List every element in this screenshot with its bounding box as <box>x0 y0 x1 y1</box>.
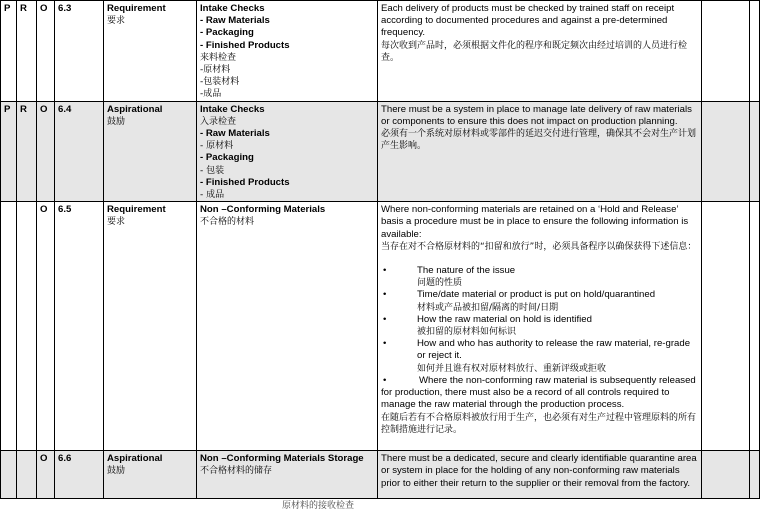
clause-number: 6.6 <box>55 451 104 499</box>
description-en: Where non-conforming materials are retained on a ‘Hold and Release’ basis a procedure must be in place to ensure the following information is available: <box>381 204 689 240</box>
title-cn: 不合格的材料 <box>200 217 255 228</box>
title-cn: 不合格材料的储存 <box>200 466 273 477</box>
clause-number: 6.3 <box>55 1 104 102</box>
list-item <box>381 375 698 436</box>
type-cn: 鼓励 <box>107 466 126 477</box>
o-cell: O <box>37 1 55 102</box>
title-line: - 包装 <box>200 165 225 176</box>
type-cell <box>104 202 197 451</box>
description-cn: 当存在对不合格原材料的“扣留和放行”时，必须具备程序以确保获得下述信息： <box>381 241 697 252</box>
bullet-icon: • <box>383 265 387 277</box>
bullet-cn: 被扣留的原材料如何标识 <box>417 327 517 338</box>
title-line: - 成品 <box>200 190 225 201</box>
r-cell: R <box>17 1 37 102</box>
list-item <box>381 314 698 338</box>
type-cn: 要求 <box>107 217 126 228</box>
description-cell <box>378 202 702 451</box>
bullet-en: How the raw material on hold is identified <box>417 313 592 325</box>
type-en: Requirement <box>107 3 166 14</box>
table-row <box>1 1 760 102</box>
title-line: Intake Checks <box>200 3 265 14</box>
bullet-en: How and who has authority to release the raw material, re-grade or reject it. <box>417 338 691 362</box>
p-cell: P <box>1 1 17 102</box>
o-cell: O <box>37 101 55 202</box>
list-item <box>381 265 698 289</box>
title-line: Intake Checks <box>200 103 265 115</box>
description-en: There must be a system in place to manage late delivery of raw materials or components to ensure this does not impact on production planning. <box>381 103 692 127</box>
type-cell <box>104 451 197 499</box>
title-en: Non –Conforming Materials <box>200 204 326 216</box>
title-line: - Raw Materials <box>200 128 270 140</box>
description-cn: 每次收到产品时，必须根据文件化的程序和既定频次由经过培训的人员进行检查。 <box>381 40 688 63</box>
title-cell <box>197 451 378 499</box>
table-row <box>1 202 760 451</box>
r-cell <box>17 451 37 499</box>
o-cell: O <box>37 451 55 499</box>
type-cell <box>104 101 197 202</box>
type-cn: 要求 <box>107 16 126 27</box>
bullet-en: Where the non-conforming raw material is subsequently released for production, there must also be a record of all controls required to manage the raw material through the production process. <box>381 374 696 411</box>
bullet-icon: • <box>383 289 387 301</box>
description-en: Each delivery of products must be checked by trained staff on receipt according to documented procedures and against a pre-determined frequency. <box>381 3 675 39</box>
clause-number: 6.4 <box>55 101 104 202</box>
title-en: Non –Conforming Materials Storage <box>200 453 364 465</box>
bullet-cn: 问题的性质 <box>417 278 463 289</box>
title-cell <box>197 101 378 202</box>
description-cell <box>378 451 702 499</box>
r-cell <box>17 202 37 451</box>
type-en: Requirement <box>107 204 166 216</box>
title-line: - 原材料 <box>200 141 234 152</box>
title-line: - Finished Products <box>200 176 290 188</box>
type-en: Aspirational <box>107 453 163 465</box>
bullet-en: Time/date material or product is put on hold/quarantined <box>417 289 656 301</box>
r-cell: R <box>17 101 37 202</box>
bullet-cn: 如何并且谁有权对原材料放行、重新评级或拒收 <box>417 363 607 374</box>
page-footer-text: 原材料的接收检查 <box>282 501 355 511</box>
description-en: There must be a dedicated, secure and clearly identifiable quarantine area or system in place for the holding of any non-conforming raw materials prior to either their return to the supplier or their removal from the factory. <box>381 453 697 489</box>
type-en: Aspirational <box>107 103 163 115</box>
bullet-cn: 材料或产品被扣留/隔离的时间/日期 <box>417 302 559 313</box>
title-cn-line: 来料检查 <box>200 52 237 63</box>
bullet-cn: 在随后若有不合格原料被放行用于生产，也必须有对生产过程中管理原料的所有控制措施进行记录。 <box>381 412 697 435</box>
description-cell <box>378 1 702 102</box>
bullet-en: The nature of the issue <box>417 265 516 277</box>
list-item <box>381 289 698 313</box>
title-cell <box>197 202 378 451</box>
type-cell <box>104 1 197 102</box>
title-line: - Packaging <box>200 27 254 39</box>
o-cell: O <box>37 202 55 451</box>
title-cn-line: -包装材料 <box>200 77 240 88</box>
bullet-icon: • <box>383 374 387 386</box>
description-cn: 必须有一个系统对原材料或零部件的延迟交付进行管理，确保其不会对生产计划产生影响。 <box>381 129 697 152</box>
title-line: 入录检查 <box>200 116 237 127</box>
type-cn: 鼓励 <box>107 116 126 127</box>
clause-number: 6.5 <box>55 202 104 451</box>
p-cell: P <box>1 101 17 202</box>
list-item <box>381 338 698 375</box>
bullet-icon: • <box>383 313 387 325</box>
table-row <box>1 101 760 202</box>
title-line: - Packaging <box>200 152 254 164</box>
title-cn-line: -成品 <box>200 89 222 100</box>
title-cn-line: -原材料 <box>200 65 231 76</box>
title-line: - Finished Products <box>200 39 290 51</box>
table-row <box>1 451 760 499</box>
bullet-icon: • <box>383 338 387 350</box>
p-cell <box>1 202 17 451</box>
p-cell <box>1 451 17 499</box>
title-cell <box>197 1 378 102</box>
description-cell <box>378 101 702 202</box>
title-line: - Raw Materials <box>200 15 270 27</box>
